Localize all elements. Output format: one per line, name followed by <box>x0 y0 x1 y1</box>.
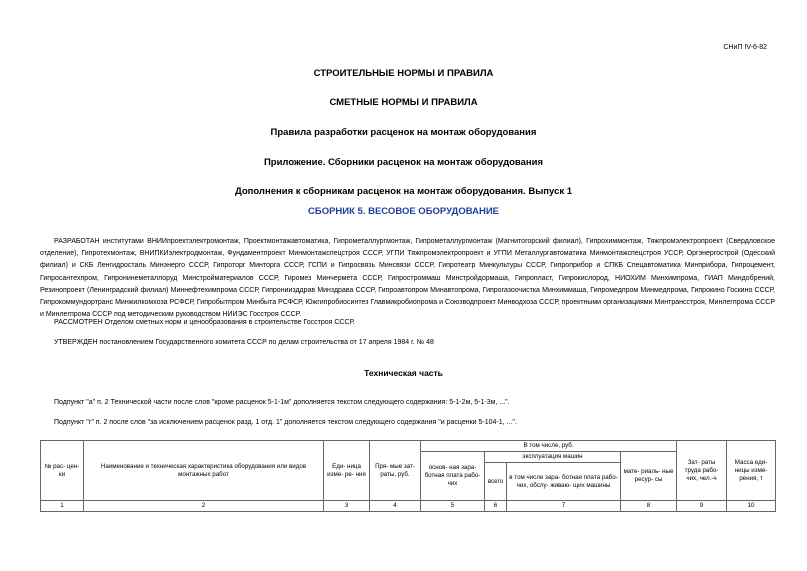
rates-table <box>40 440 776 512</box>
col-number: 2 <box>84 501 324 512</box>
col-number: 10 <box>727 501 776 512</box>
heading-appendix: Приложение. Сборники расценок на монтаж оборудования <box>263 157 544 168</box>
heading-rules: Правила разработки расценок на монтаж оборудования <box>270 127 537 138</box>
col-number: 9 <box>677 501 727 512</box>
heading-supplements: Дополнения к сборникам расценок на монтаж оборудования. Выпуск 1 <box>234 186 573 197</box>
reviewed-by-paragraph: РАССМОТРЕН Отделом сметных норм и ценообразования в строительстве Госстроя СССР. <box>54 319 355 326</box>
heading-norms: СТРОИТЕЛЬНЫЕ НОРМЫ И ПРАВИЛА <box>313 68 494 79</box>
col-header-base-wage: основ- ная зара- ботная плата рабо- чих <box>421 452 485 501</box>
col-number: 7 <box>507 501 621 512</box>
heading-collection: СБОРНИК 5. ВЕСОВОЕ ОБОРУДОВАНИЕ <box>308 206 499 217</box>
col-header-name: Наименование и техническая характеристика оборудования или видов монтажных работ <box>84 441 324 501</box>
col-header-direct-costs: Пря- мые зат- раты, руб. <box>370 441 421 501</box>
col-header-labor: Зат- раты труда рабо- чих, чел.-ч <box>677 441 727 501</box>
col-header-machine-wage: в том числе зара- ботная плата рабо- чих, обслу- живаю- щих машины <box>507 463 621 501</box>
col-number: 8 <box>621 501 677 512</box>
group-header-including: В том числе, руб. <box>421 441 677 452</box>
approved-by-paragraph: УТВЕРЖДЕН постановлением Государственного комитета СССР по делам строительства от 17 апреля 1984 г. № 48 <box>54 339 434 346</box>
col-header-mass: Масса еди- ницы изме- рения, т <box>727 441 776 501</box>
developed-by-paragraph: РАЗРАБОТАН институтами ВНИИпроектэлектромонтаж, Проектмонтажавтоматика, Гипрометаллургмонтаж, Гипрометаллургмонтаж (Магнитогорский филиал), Гипрохиммонтаж, Тяжпромэлектропроект (Свердловское отделение), Гипротехмонтаж, ВНИПКИэлектродмонтаж, Фундаментпроект Минмонтажспецстроя СССР, УГПИ Тяжпромэлектропроект и УГПИ Металлургавтоматика Минмонтажспецстроя УССР, Оргэнергострой (Одесский филиал) и СКБ Ленгидросталь Минэнерго СССР, Гипроторг Минторга СССР, ГСПИ и Гипросвязь Минсвязи СССР, Гипротеатр Минкультуры СССР, Гипроприбор и СПКБ Спецавтоматика Минприбора, Гипроцемент, Гипросантехпром, Гипронинеметаллоруд Минстройматериалов СССР, Гиромез Минчермета СССР, Гипростроммаш Минстройдормаша, Гипропласт, Гипрокислород, НИОХИМ Минхимпрома, ГИАП Миндобрений, Резинопроект (Ленинградский филиал) Миннефтехимпрома СССР, Гипрониизддрав Минздрава СССР, Гипроавтопром Минавтопрома, Гипрогазоочистка Минхиммаша, Гипромедпром Минмедпрома, Гипрокино Госкино СССР, Гипрокоммундортранс Минжилкомхоза РСФСР, Гипробытпром Минбыта РСФСР, Южгипробиосинтез Главмикробиопрома и Союзводпроект Минводхоза СССР, проектными организациями Минтрансстроя, Минлегпрома СССР и Минлегпрома СССР под методическим руководством НИИЭС Госстроя СССР. <box>40 238 775 319</box>
col-number: 1 <box>41 501 84 512</box>
group-header-machines: эксплуатация машин <box>485 452 621 463</box>
col-number: 5 <box>421 501 485 512</box>
col-number: 6 <box>485 501 507 512</box>
col-number: 4 <box>370 501 421 512</box>
document-code: СНиП IV-6-82 <box>723 44 767 51</box>
col-header-rate-no: № рас- цен- ки <box>41 441 84 501</box>
clause-g: Подпункт "г" п. 2 после слов "за исключением расценок разд. 1 отд. 1" дополняется текстом следующего содержания "и расценки 5-104-1, ...". <box>54 419 517 426</box>
heading-estimate-norms: СМЕТНЫЕ НОРМЫ И ПРАВИЛА <box>329 97 478 108</box>
col-header-total: всего <box>485 463 507 501</box>
technical-part-title: Техническая часть <box>364 368 443 378</box>
col-header-unit: Еди- ница изме- ре- ния <box>324 441 370 501</box>
clause-a: Подпункт "а" п. 2 Технической части после слов "кроме расценок 5-1-1м" дополняется текстом следующего содержания: 5-1-2м, 5-1-3м, ...". <box>54 399 510 406</box>
col-header-materials: мате- риаль- ные ресур- сы <box>621 452 677 501</box>
col-number: 3 <box>324 501 370 512</box>
